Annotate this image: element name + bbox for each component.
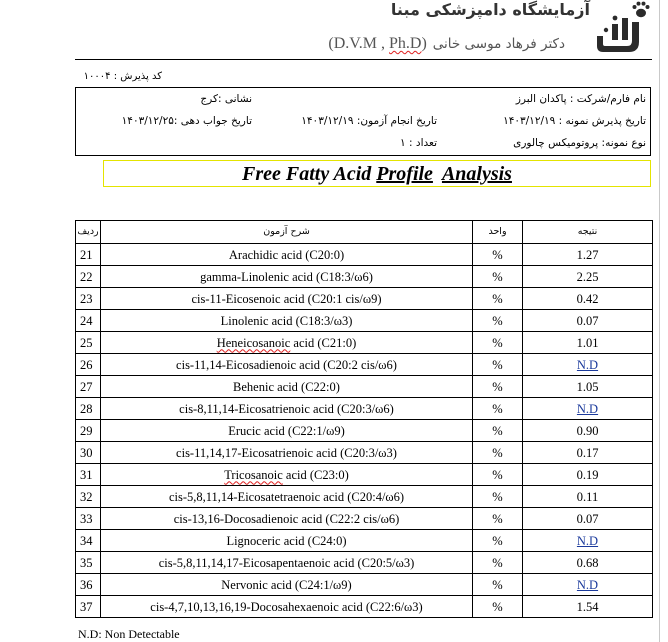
doctor-degree-phd: Ph.D: [389, 35, 422, 52]
footnote: N.D: Non Detectable: [78, 627, 180, 641]
header-unit: واحد: [473, 221, 523, 244]
reception-code: کد پذیرش : ۱۰۰۰۴: [83, 71, 162, 82]
row-unit: %: [473, 354, 523, 376]
row-unit: %: [473, 288, 523, 310]
row-number: 31: [76, 464, 101, 486]
title-part-1: Free Fatty Acid: [242, 162, 372, 185]
table-row: [76, 310, 653, 332]
table-header-row: [76, 221, 653, 244]
row-number: 33: [76, 508, 101, 530]
doctor-degree-close: ): [421, 35, 427, 52]
row-result: 0.90: [523, 420, 653, 442]
table-row: [76, 398, 653, 420]
row-number: 26: [76, 354, 101, 376]
title-box: [103, 160, 651, 187]
row-number: 28: [76, 398, 101, 420]
table-row: [76, 332, 653, 354]
header-description: شرح آزمون: [101, 221, 473, 244]
table-row: [76, 442, 653, 464]
title-part-2: Profile: [376, 162, 433, 185]
row-description: cis-5,8,11,14,17-Eicosapentaenoic acid (C20:5/ω3): [101, 552, 473, 574]
row-result: [523, 398, 653, 420]
table-row: [76, 574, 653, 596]
row-number: 25: [76, 332, 101, 354]
farm-name: نام فارم/شرکت : پاکدان البرز: [515, 93, 646, 105]
row-result: [523, 530, 653, 552]
row-result: 0.68: [523, 552, 653, 574]
row-result: 0.19: [523, 464, 653, 486]
row-description: cis-8,11,14-Eicosatrienoic acid (C20:3/ω6): [101, 398, 473, 420]
row-unit: %: [473, 398, 523, 420]
row-description: cis-11,14,17-Eicosatrienoic acid (C20:3/ω3): [101, 442, 473, 464]
row-result: 0.07: [523, 508, 653, 530]
row-number: 29: [76, 420, 101, 442]
row-result: 1.01: [523, 332, 653, 354]
row-unit: %: [473, 508, 523, 530]
row-description: Linolenic acid (C18:3/ω3): [101, 310, 473, 332]
table-row: [76, 288, 653, 310]
row-description: gamma-Linolenic acid (C18:3/ω6): [101, 266, 473, 288]
row-result: 1.27: [523, 244, 653, 266]
row-description-rest: acid (C23:0): [282, 467, 349, 482]
row-result: [523, 574, 653, 596]
lab-name: آزمایشگاه دامپزشکی مبنا: [390, 0, 590, 19]
table-row: [76, 420, 653, 442]
address: نشانی :کرج: [200, 93, 252, 105]
doctor-degree: [328, 35, 426, 53]
lab-logo: [594, 0, 652, 56]
header-result: نتیجه: [523, 221, 653, 244]
row-unit: %: [473, 464, 523, 486]
table-row: [76, 266, 653, 288]
reception-date: تاریخ پذیرش نمونه : ۱۴۰۳/۱۲/۱۹: [503, 115, 646, 127]
row-unit: %: [473, 442, 523, 464]
not-detected-value: N.D: [576, 533, 599, 548]
doctor-degree-part: (D.V.M ,: [328, 35, 389, 52]
row-description-flagged-word: Tricosanoic: [224, 467, 283, 482]
row-number: 24: [76, 310, 101, 332]
row-unit: %: [473, 266, 523, 288]
header-divider: [75, 59, 652, 60]
row-description: Arachidic acid (C20:0): [101, 244, 473, 266]
table-row: [76, 530, 653, 552]
table-row: [76, 464, 653, 486]
row-number: 34: [76, 530, 101, 552]
report-title: [242, 162, 512, 186]
row-unit: %: [473, 574, 523, 596]
row-description: [101, 332, 473, 354]
row-unit: %: [473, 244, 523, 266]
table-row: [76, 508, 653, 530]
row-description: Lignoceric acid (C24:0): [101, 530, 473, 552]
row-number: 23: [76, 288, 101, 310]
sample-type: نوع نمونه: پروتومیکس چالوری: [513, 137, 646, 149]
row-description: cis-13,16-Docosadienoic acid (C22:2 cis/ω6): [101, 508, 473, 530]
table-row: [76, 376, 653, 398]
row-result: 0.07: [523, 310, 653, 332]
row-description: Behenic acid (C22:0): [101, 376, 473, 398]
title-part-3: Analysis: [441, 162, 512, 185]
doctor-name: دکتر فرهاد موسی خانی: [432, 36, 565, 52]
answer-date: تاریخ جواب دهی :۱۴۰۳/۱۲/۲۵: [121, 115, 252, 127]
sample-count: تعداد : ۱: [400, 137, 437, 149]
row-result: [523, 354, 653, 376]
row-unit: %: [473, 530, 523, 552]
row-result: 0.42: [523, 288, 653, 310]
row-description: cis-4,7,10,13,16,19-Docosahexaenoic acid (C22:6/ω3): [101, 596, 473, 618]
table-row: [76, 596, 653, 618]
row-unit: %: [473, 486, 523, 508]
row-number: 22: [76, 266, 101, 288]
row-description: [101, 464, 473, 486]
test-date: تاریخ انجام آزمون: ۱۴۰۳/۱۲/۱۹: [301, 115, 437, 127]
row-description-rest: acid (C21:0): [290, 335, 357, 350]
doctor-line: [328, 33, 565, 55]
row-result: 1.05: [523, 376, 653, 398]
row-description: cis-11,14-Eicosadienoic acid (C20:2 cis/ω6): [101, 354, 473, 376]
table-row: [76, 354, 653, 376]
row-number: 21: [76, 244, 101, 266]
header-row-number: ردیف: [76, 221, 101, 244]
row-result: 1.54: [523, 596, 653, 618]
row-number: 30: [76, 442, 101, 464]
row-unit: %: [473, 310, 523, 332]
row-result: 2.25: [523, 266, 653, 288]
row-number: 27: [76, 376, 101, 398]
row-unit: %: [473, 420, 523, 442]
row-description: Nervonic acid (C24:1/ω9): [101, 574, 473, 596]
row-number: 37: [76, 596, 101, 618]
row-unit: %: [473, 332, 523, 354]
row-description: cis-5,8,11,14-Eicosatetraenoic acid (C20:4/ω6): [101, 486, 473, 508]
row-description-flagged-word: Heneicosanoic: [216, 335, 291, 350]
row-unit: %: [473, 376, 523, 398]
row-description: Erucic acid (C22:1/ω9): [101, 420, 473, 442]
row-result: 0.11: [523, 486, 653, 508]
not-detected-value: N.D: [576, 357, 599, 372]
table-row: [76, 552, 653, 574]
table-row: [76, 244, 653, 266]
row-unit: %: [473, 596, 523, 618]
row-number: 35: [76, 552, 101, 574]
row-number: 36: [76, 574, 101, 596]
results-table: [75, 220, 653, 618]
row-number: 32: [76, 486, 101, 508]
row-unit: %: [473, 552, 523, 574]
row-description: cis-11-Eicosenoic acid (C20:1 cis/ω9): [101, 288, 473, 310]
not-detected-value: N.D: [576, 577, 599, 592]
viewer-edge: [659, 0, 660, 642]
not-detected-value: N.D: [576, 401, 599, 416]
table-row: [76, 486, 653, 508]
row-result: 0.17: [523, 442, 653, 464]
